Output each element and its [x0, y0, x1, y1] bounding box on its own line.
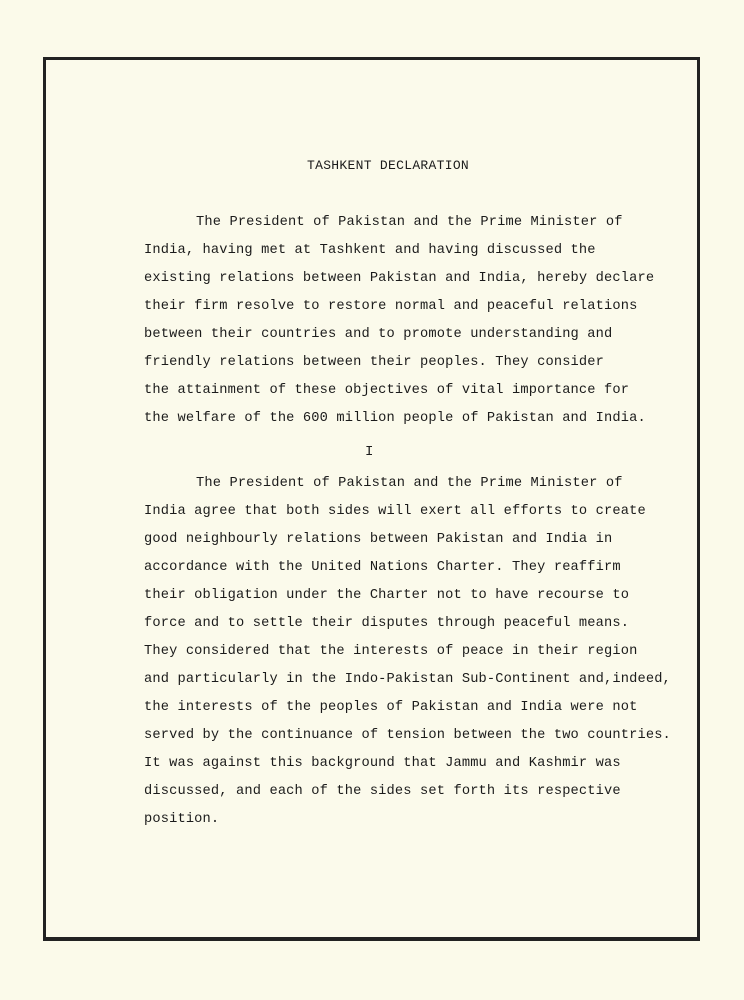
paragraph-2-line-2: India agree that both sides will exert all efforts to create — [144, 504, 646, 519]
section-numeral: I — [365, 444, 374, 460]
paragraph-1-line-5: between their countries and to promote understanding and — [144, 327, 613, 342]
paragraph-1-line-6: friendly relations between their peoples. They consider — [144, 355, 605, 370]
paragraph-2-line-6: force and to settle their disputes through peaceful means. — [144, 616, 630, 631]
paragraph-2-line-1: The President of Pakistan and the Prime Minister of — [196, 476, 623, 491]
paragraph-2-line-5: their obligation under the Charter not to have recourse to — [144, 588, 630, 603]
paragraph-2-line-4: accordance with the United Nations Charter. They reaffirm — [144, 560, 621, 575]
document-title: TASHKENT DECLARATION — [307, 158, 470, 173]
paragraph-2-line-3: good neighbourly relations between Pakistan and India in — [144, 532, 613, 547]
page-border — [43, 57, 700, 941]
paragraph-2-line-11: It was against this background that Jammu and Kashmir was — [144, 756, 621, 771]
paragraph-1-line-3: existing relations between Pakistan and India, hereby declare — [144, 271, 655, 286]
paragraph-1-line-2: India, having met at Tashkent and having discussed the — [144, 243, 596, 258]
paragraph-2-line-9: the interests of the peoples of Pakistan and India were not — [144, 700, 638, 715]
paragraph-2-line-13: position. — [144, 812, 220, 827]
paragraph-1-line-7: the attainment of these objectives of vital importance for — [144, 383, 630, 398]
paragraph-1-line-1: The President of Pakistan and the Prime Minister of — [196, 215, 623, 230]
paragraph-1-line-8: the welfare of the 600 million people of Pakistan and India. — [144, 411, 646, 426]
paragraph-2-line-7: They considered that the interests of peace in their region — [144, 644, 638, 659]
paragraph-2-line-8: and particularly in the Indo-Pakistan Sub-Continent and,indeed, — [144, 672, 671, 687]
paragraph-2-line-12: discussed, and each of the sides set forth its respective — [144, 784, 621, 799]
paragraph-1-line-4: their firm resolve to restore normal and peaceful relations — [144, 299, 638, 314]
paragraph-2-line-10: served by the continuance of tension between the two countries. — [144, 728, 671, 743]
